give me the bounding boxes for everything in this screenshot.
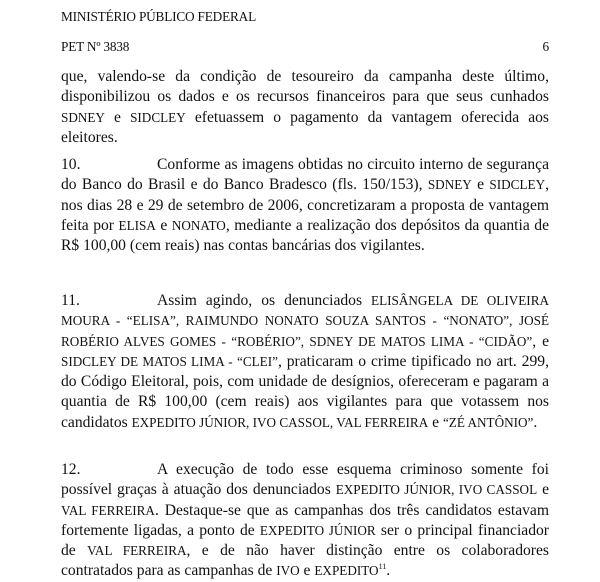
body-text: Conforme as imagens obtidas no circuito interno de segurança do Banco do Brasil e do Banco Bradesco (fls. 150/153),: [61, 156, 549, 194]
paragraph-11: [61, 291, 549, 433]
name-text: VAL FERREIRA: [61, 502, 155, 518]
body-text: ser o principal financiador de: [61, 521, 549, 560]
name-text: ELISÂNGELA DE OLIVEIRA MOURA - “ELISA”, RAIMUNDO NONATO SOUZA SANTOS - “NONATO”, JOSÉ ROBÉRIO ALVES GOMES - “ROBÉRIO”, SDNEY DE MATOS LIMA - “CIDÃO”: [61, 293, 550, 349]
paragraph-12: [61, 460, 549, 582]
body-text: efetuassem o pagamento da vantagem oferecida aos eleitores.: [61, 108, 550, 146]
paragraph-10: [61, 155, 549, 256]
name-text: SDNEY: [427, 177, 472, 193]
name-text: SDNEY: [61, 109, 105, 125]
body-text: . Destaque-se que as campanhas dos três candidatos estavam fortemente ligadas, a ponto de: [61, 501, 549, 539]
name-text: “ZÉ ANTÔNIO”: [442, 414, 534, 430]
body-text: e: [155, 216, 172, 234]
body-text: , praticaram o crime tipificado no art. 299, do Código Eleitoral, pois, com unidade de desígnios, ofereceram e pagaram a quantia de R$ 100,00 (cem reais) aos vigilantes para que votassem nos candidatos: [61, 352, 549, 431]
body-text: e: [537, 481, 549, 499]
footnote-ref: 11: [378, 562, 387, 572]
name-text: ELISA: [118, 217, 156, 233]
body-text: e: [428, 413, 443, 431]
paragraph-number: 11.: [61, 292, 80, 309]
body-text: .: [386, 562, 391, 580]
case-number: PET Nº 3838: [61, 39, 130, 54]
name-text: SIDCLEY DE MATOS LIMA - “CLEI”: [61, 353, 278, 369]
body-text: A execução de todo esse esquema criminoso somente foi possível graças à atuação dos denunciados: [61, 461, 549, 499]
body-text: , e: [532, 332, 549, 350]
body-text: que, valendo-se da condição de tesoureiro da campanha deste último, disponibilizou os dados e os recursos financeiros para que seus cunhados: [61, 68, 549, 106]
name-text: SIDCLEY: [489, 177, 546, 193]
name-text: EXPEDITO JÚNIOR, IVO CASSOL, VAL FERREIRA: [131, 414, 429, 430]
body-text: Assim agindo, os denunciados: [157, 292, 372, 309]
body-text: e: [471, 176, 490, 194]
name-text: EXPEDITO JÚNIOR: [259, 522, 376, 538]
body-text: e: [299, 562, 315, 580]
page-number: 6: [542, 39, 549, 54]
paragraph-number: 12.: [61, 461, 81, 478]
body-text: , mediante a realização dos depósitos da quantia de R$ 100,00 (cem reais) nas contas bancárias dos vigilantes.: [61, 216, 549, 255]
institution-header: MINISTÉRIO PÚBLICO FEDERAL: [61, 9, 256, 24]
name-text: IVO: [276, 563, 300, 579]
name-text: EXPEDITO: [314, 563, 379, 579]
body-text: , e de não haver distinção entre os colaboradores contratados para as campanhas de: [61, 542, 549, 580]
name-text: NONATO: [171, 217, 226, 233]
name-text: SIDCLEY: [130, 109, 186, 125]
case-header: [61, 39, 549, 55]
name-text: VAL FERREIRA: [87, 543, 187, 559]
body-text: , nos dias 28 e 29 de setembro de 2006, concretizaram a proposta de vantagem feita por: [61, 176, 549, 234]
body-text: e: [104, 108, 131, 126]
paragraph-continuation: [61, 67, 549, 148]
body-text: .: [533, 413, 538, 431]
paragraph-number: 10.: [61, 156, 81, 173]
name-text: EXPEDITO JÚNIOR, IVO CASSOL: [335, 482, 538, 498]
